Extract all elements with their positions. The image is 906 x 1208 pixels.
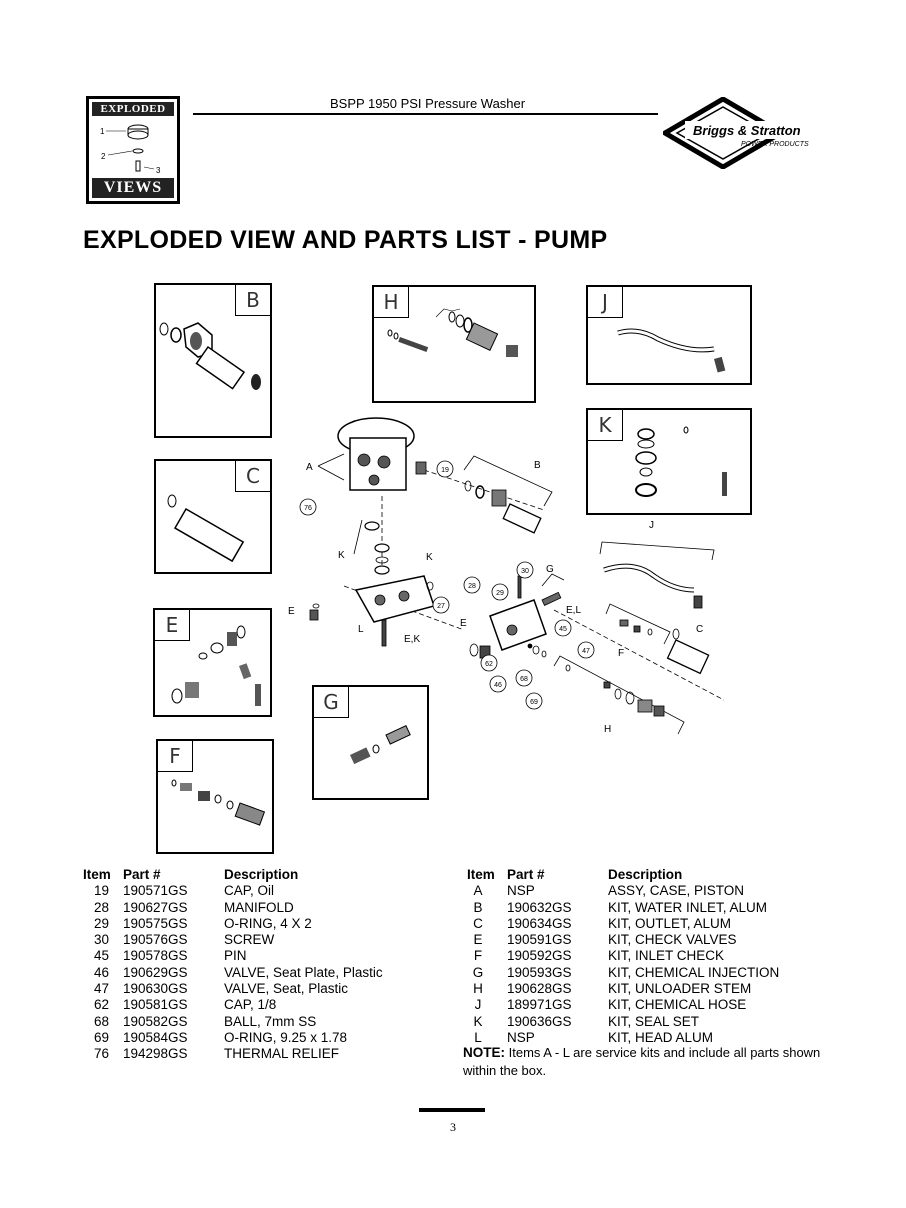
part-number-cell: 190576GS: [123, 932, 188, 948]
part-number-cell: NSP: [507, 1029, 535, 1045]
logo-illustration: [92, 119, 174, 179]
part-number-cell: 190629GS: [123, 964, 188, 980]
item-cell: A: [473, 883, 483, 899]
description-cell: KIT, CHEMICAL HOSE: [608, 997, 747, 1013]
callout-k-left: K: [338, 550, 345, 561]
table-row: [467, 948, 827, 964]
description-cell: SCREW: [224, 932, 275, 948]
part-number-cell: 190632GS: [507, 899, 572, 915]
item-cell: 45: [93, 948, 109, 964]
item-cell: E: [473, 932, 483, 948]
header-part: Part #: [507, 867, 545, 882]
callout-46: 46: [494, 682, 502, 689]
description-cell: KIT, HEAD ALUM: [608, 1029, 714, 1045]
kit-h-parts-drawing: [374, 287, 534, 401]
kit-box-b: [154, 283, 272, 438]
item-cell: 68: [93, 1013, 109, 1029]
callout-76: 76: [304, 505, 312, 512]
part-number-cell: 190591GS: [507, 932, 572, 948]
part-number-cell: 194298GS: [123, 1046, 188, 1062]
description-cell: O-RING, 4 X 2: [224, 915, 312, 931]
callout-g: G: [546, 564, 554, 575]
item-cell: B: [473, 899, 483, 915]
callout-a: A: [306, 462, 313, 473]
logo-callout-2: 2: [101, 152, 106, 161]
table-row: [83, 932, 443, 948]
part-number-cell: 190575GS: [123, 915, 188, 931]
callout-19: 19: [441, 467, 449, 474]
table-row: [83, 900, 443, 916]
callout-h: H: [604, 724, 612, 735]
kit-label-h: H: [374, 287, 409, 318]
callout-e-l: E,L: [566, 605, 582, 616]
item-cell: 62: [93, 997, 109, 1013]
exploded-views-logo: [86, 96, 180, 204]
description-cell: KIT, SEAL SET: [608, 1013, 700, 1029]
item-cell: 46: [93, 964, 109, 980]
description-cell: KIT, WATER INLET, ALUM: [608, 899, 768, 915]
description-cell: VALVE, Seat, Plastic: [224, 981, 349, 997]
callout-f: F: [618, 648, 625, 659]
parts-table-left: [83, 867, 443, 1063]
item-cell: 28: [93, 899, 109, 915]
part-number-cell: 190592GS: [507, 948, 572, 964]
kit-label-g: G: [314, 687, 349, 718]
kit-label-e: E: [155, 610, 190, 641]
table-row: [467, 932, 827, 948]
kit-j-parts-drawing: [588, 287, 750, 383]
callout-e-right: E: [460, 618, 467, 629]
callout-30: 30: [521, 568, 529, 575]
table-row: [83, 965, 443, 981]
kit-box-e: [153, 608, 272, 717]
description-cell: KIT, OUTLET, ALUM: [608, 915, 732, 931]
item-cell: 30: [93, 932, 109, 948]
callout-l: L: [358, 624, 364, 635]
item-cell: H: [473, 981, 483, 997]
part-number-cell: 189971GS: [507, 997, 572, 1013]
part-number-cell: 190630GS: [123, 981, 188, 997]
description-cell: KIT, CHEMICAL INJECTION: [608, 964, 780, 980]
table-header-row: [467, 867, 827, 883]
logo-bottom-text: VIEWS: [92, 178, 174, 198]
kit-label-c: C: [235, 461, 270, 492]
callout-29: 29: [496, 590, 504, 597]
callout-69: 69: [530, 699, 538, 706]
item-cell: 69: [93, 1029, 109, 1045]
table-row: [83, 948, 443, 964]
description-cell: VALVE, Seat Plate, Plastic: [224, 964, 383, 980]
header-item: Item: [83, 867, 111, 882]
page-number: 3: [450, 1120, 456, 1134]
callout-b: B: [534, 460, 541, 471]
item-cell: 47: [93, 981, 109, 997]
item-cell: J: [474, 997, 482, 1013]
item-cell: G: [472, 964, 484, 980]
kit-e-parts-drawing: [155, 610, 270, 715]
service-kit-note: [463, 1044, 823, 1080]
item-cell: C: [473, 915, 483, 931]
table-row: [467, 981, 827, 997]
brand-sub: POWER PRODUCTS: [741, 141, 809, 148]
kit-label-b: B: [235, 285, 270, 316]
kit-label-f: F: [158, 741, 193, 772]
part-number-cell: 190627GS: [123, 899, 188, 915]
description-cell: BALL, 7mm SS: [224, 1013, 317, 1029]
part-number-cell: 190636GS: [507, 1013, 572, 1029]
part-number-cell: 190582GS: [123, 1013, 188, 1029]
header-description: Description: [608, 867, 683, 882]
note-text: Items A - L are service kits and include all parts shown within the box.: [463, 1045, 821, 1078]
table-row: [83, 916, 443, 932]
item-cell: 29: [93, 915, 109, 931]
brand-name: Briggs & Stratton: [693, 123, 801, 138]
kit-label-k: K: [588, 410, 623, 441]
table-row: [467, 965, 827, 981]
table-row: [467, 900, 827, 916]
pump-exploded-drawing: [284, 400, 724, 750]
callout-47: 47: [582, 648, 590, 655]
description-cell: PIN: [224, 948, 247, 964]
table-row: [467, 1014, 827, 1030]
table-row: [467, 883, 827, 899]
header-rule: [193, 113, 658, 115]
part-number-cell: 190581GS: [123, 997, 188, 1013]
logo-callout-3: 3: [156, 166, 161, 175]
callout-c: C: [696, 624, 704, 635]
table-row: [83, 981, 443, 997]
callout-28: 28: [468, 583, 476, 590]
callout-k-right: K: [426, 552, 433, 563]
kit-b-parts-drawing: [156, 285, 270, 436]
table-header-row: [83, 867, 443, 883]
callout-45: 45: [559, 626, 567, 633]
item-cell: 76: [93, 1046, 109, 1062]
part-number-cell: 190578GS: [123, 948, 188, 964]
header-item: Item: [467, 867, 495, 882]
kit-box-j: [586, 285, 752, 385]
table-row: [467, 916, 827, 932]
kit-box-f: [156, 739, 274, 854]
part-number-cell: 190628GS: [507, 981, 572, 997]
kit-label-j: J: [588, 287, 623, 318]
callout-68: 68: [520, 676, 528, 683]
kit-box-h: [372, 285, 536, 403]
callout-62: 62: [485, 661, 493, 668]
part-number-cell: 190571GS: [123, 883, 188, 899]
part-number-cell: NSP: [507, 883, 535, 899]
item-cell: L: [474, 1029, 482, 1045]
header-description: Description: [224, 867, 299, 882]
table-row: [83, 1014, 443, 1030]
callout-27: 27: [437, 603, 445, 610]
part-number-cell: 190634GS: [507, 915, 572, 931]
logo-callout-1: 1: [100, 127, 105, 136]
description-cell: KIT, INLET CHECK: [608, 948, 725, 964]
description-cell: MANIFOLD: [224, 899, 294, 915]
kit-f-parts-drawing: [158, 741, 272, 852]
item-cell: K: [473, 1013, 483, 1029]
kit-c-parts-drawing: [156, 461, 270, 572]
header-part: Part #: [123, 867, 161, 882]
kit-box-c: [154, 459, 272, 574]
table-row: [83, 1030, 443, 1046]
description-cell: KIT, CHECK VALVES: [608, 932, 737, 948]
description-cell: CAP, Oil: [224, 883, 275, 899]
briggs-stratton-logo: [663, 97, 833, 169]
part-number-cell: 190593GS: [507, 964, 572, 980]
callout-e-k: E,K: [404, 634, 421, 645]
table-row: [83, 883, 443, 899]
description-cell: KIT, UNLOADER STEM: [608, 981, 752, 997]
callout-e-left: E: [288, 606, 295, 617]
note-label: NOTE:: [463, 1045, 505, 1060]
description-cell: ASSY, CASE, PISTON: [608, 883, 745, 899]
description-cell: O-RING, 9.25 x 1.78: [224, 1029, 348, 1045]
document-title: BSPP 1950 PSI Pressure Washer: [330, 96, 526, 111]
table-row: [467, 997, 827, 1013]
description-cell: CAP, 1/8: [224, 997, 277, 1013]
part-number-cell: 190584GS: [123, 1029, 188, 1045]
logo-top-text: EXPLODED: [92, 102, 174, 116]
item-cell: F: [473, 948, 483, 964]
page-heading: EXPLODED VIEW AND PARTS LIST - PUMP: [83, 226, 608, 254]
table-row: [83, 997, 443, 1013]
parts-table-right: [467, 867, 827, 1046]
callout-j: J: [649, 520, 654, 531]
item-cell: 19: [93, 883, 109, 899]
page-number-bar: [419, 1108, 485, 1112]
description-cell: THERMAL RELIEF: [224, 1046, 340, 1062]
table-row: [83, 1046, 443, 1062]
